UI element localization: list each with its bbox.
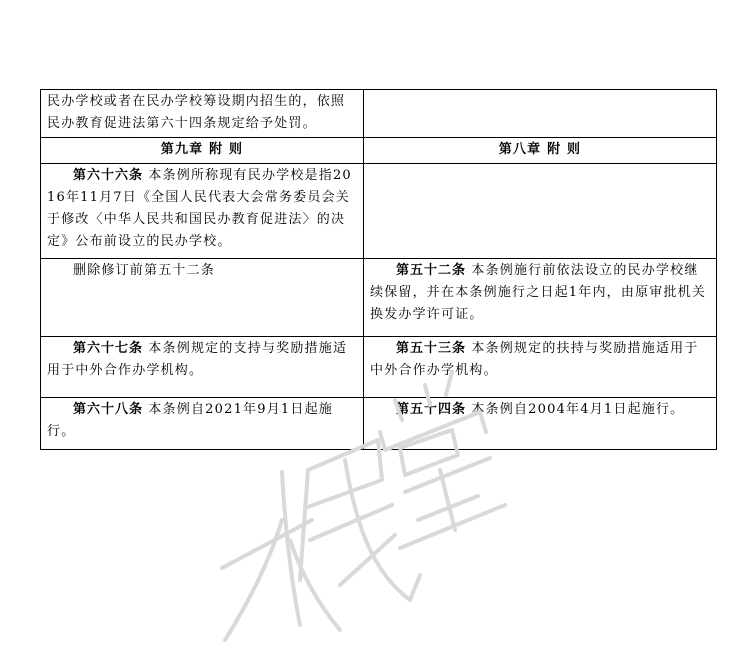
old-text-cell (41, 398, 364, 450)
comparison-table (40, 89, 717, 450)
old-text-cell (41, 90, 364, 138)
article-number: 第六十六条 (73, 168, 144, 183)
old-text-cell (41, 164, 364, 259)
new-text-cell (364, 337, 717, 398)
article-number: 第五十三条 (396, 341, 467, 356)
chapter-heading-left: 第九章 附 则 (41, 138, 364, 164)
new-text-cell (364, 398, 717, 450)
watermark-char-min (300, 440, 420, 600)
chapter-heading-right: 第八章 附 则 (364, 138, 717, 164)
old-text-cell (41, 337, 364, 398)
table-row (41, 164, 717, 259)
watermark-char-da (222, 472, 340, 640)
table-row (41, 138, 717, 164)
table-row (41, 337, 717, 398)
article-text: 本条例施行前依法设立的民办学校继续保留，并在本条例施行之日起1年内，由原审批机关换发办学许可证。 (370, 263, 707, 322)
article-text: 删除修订前第五十二条 (73, 263, 216, 278)
article-number: 第五十二条 (396, 263, 467, 278)
article-number: 第六十七条 (73, 341, 144, 356)
old-text-cell (41, 259, 364, 337)
article-number: 第六十八条 (73, 402, 144, 417)
article-text: 本条例规定的扶持与奖励措施适用于中外合作办学机构。 (370, 341, 699, 378)
article-text: 本条例规定的支持与奖励措施适用于中外合作办学机构。 (47, 341, 348, 378)
article-number: 第五十四条 (396, 402, 467, 417)
article-text: 本条例自2004年4月1日起施行。 (471, 402, 685, 417)
new-text-cell (364, 90, 717, 138)
cell-text: 民办学校或者在民办学校筹设期内招生的，依照民办教育促进法第六十四条规定给予处罚。 (47, 94, 346, 131)
table-row (41, 90, 717, 138)
table-row (41, 259, 717, 337)
table-row (41, 398, 717, 450)
article-text: 本条例所称现有民办学校是指2016年11月7日《全国人民代表大会常务委员会关于修改〈中华人民共和国民办教育促进法〉的决定》公布前设立的民办学校。 (47, 168, 352, 249)
article-text: 本条例自2021年9月1日起施行。 (47, 402, 333, 439)
new-text-cell (364, 164, 717, 259)
new-text-cell (364, 259, 717, 337)
